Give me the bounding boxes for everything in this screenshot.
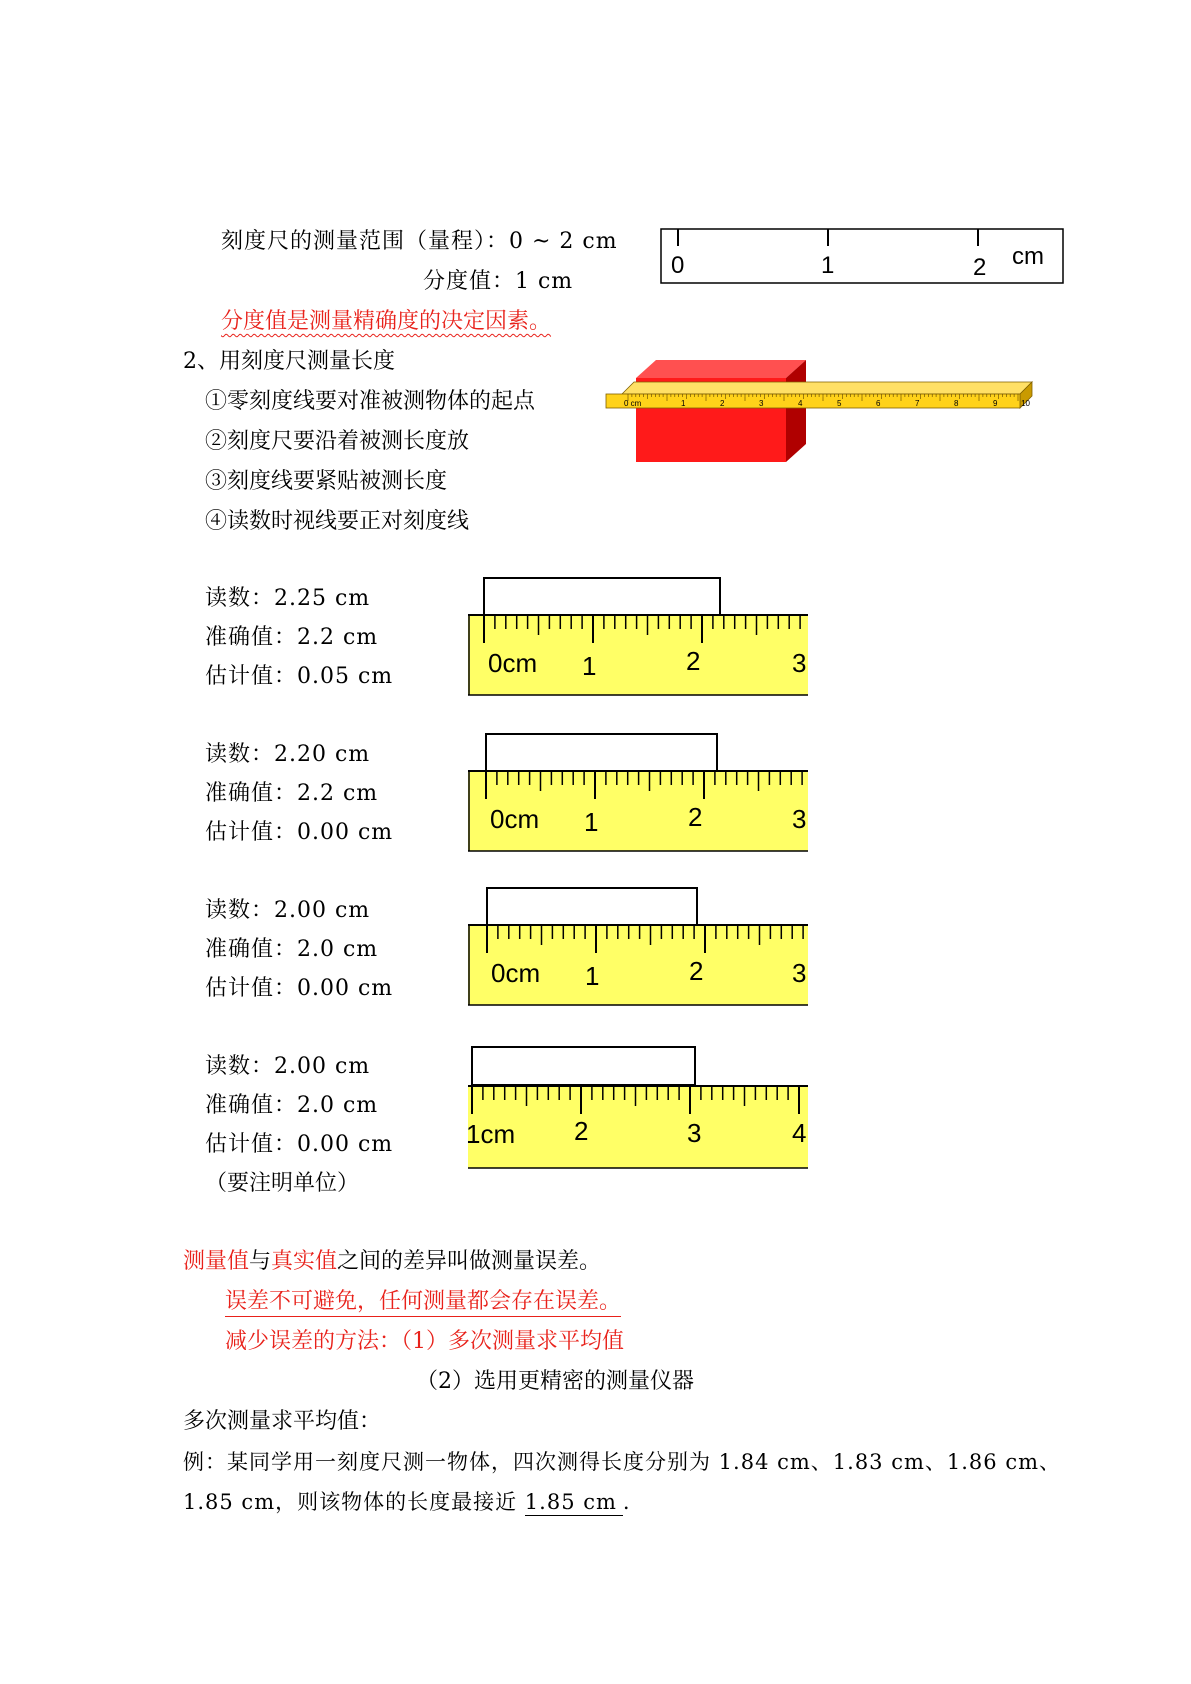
error-definition-text: 之间的差异叫做测量误差。	[337, 1249, 602, 1274]
range-ruler-label: 0	[671, 252, 685, 279]
usage-rule: ④读数时视线要正对刻度线	[205, 509, 470, 534]
example-estimated-value: 估计值：0.00 cm	[205, 976, 394, 1001]
example-accurate-value: 准确值：2.2 cm	[205, 625, 379, 650]
ruler-label: 1	[585, 961, 600, 991]
ruler-label: 1cm	[466, 1119, 516, 1149]
ruler-label: 0cm	[491, 958, 541, 988]
range-ruler-label: 1	[821, 252, 835, 279]
example-accurate-value: 准确值：2.2 cm	[205, 781, 379, 806]
unit-reminder-note: （要注明单位）	[205, 1171, 360, 1196]
ruler-label: 0cm	[488, 648, 538, 678]
ruler-3d-label: 5	[837, 399, 842, 408]
error-unavoidable	[225, 1288, 621, 1316]
ruler-label: 1	[584, 807, 599, 837]
measured-object-block	[472, 1047, 695, 1085]
reduce-error-method-1: 减少误差的方法：（1）多次测量求平均值	[225, 1329, 624, 1354]
example-estimated-value: 估计值：0.00 cm	[205, 1132, 394, 1157]
range-ruler-label: 2	[973, 254, 987, 281]
ruler-label: 3	[792, 804, 807, 834]
example-problem-text: 1.85 cm，则该物体的长度最接近	[183, 1490, 525, 1514]
usage-rule: ③刻度线要紧贴被测长度	[205, 469, 448, 494]
ruler-label: 3	[687, 1118, 702, 1148]
usage-rule: ①零刻度线要对准被测物体的起点	[205, 389, 536, 414]
division-value-line: 分度值：1 cm	[423, 269, 574, 294]
ruler-label: 1	[582, 651, 597, 681]
ruler-3d-label: 8	[954, 399, 959, 408]
ruler-body	[468, 1086, 808, 1168]
error-unavoidable-text: 误差不可避免，任何测量都会存在误差。	[225, 1289, 621, 1317]
ruler-label: 4	[792, 1118, 807, 1148]
ruler-3d-label: 1	[681, 399, 686, 408]
error-definition-text: 与	[249, 1249, 272, 1274]
range-line: 刻度尺的测量范围（量程）：0 ~ 2 cm	[221, 229, 618, 254]
ruler-3d-label: 2	[720, 399, 725, 408]
ruler-label: 0cm	[490, 804, 540, 834]
true-value-term: 真实值	[271, 1249, 338, 1274]
ruler-label: 2	[686, 646, 701, 676]
ruler-3d-label: 7	[915, 399, 920, 408]
ruler-3d-label: 4	[798, 399, 803, 408]
ruler-label: 2	[574, 1116, 589, 1146]
example-problem-line-2	[183, 1488, 631, 1516]
ruler-3d-label: 3	[759, 399, 764, 408]
error-definition	[183, 1248, 601, 1276]
example-reading: 读数：2.20 cm	[205, 742, 371, 767]
ruler-label: 2	[688, 802, 703, 832]
average-heading: 多次测量求平均值：	[183, 1409, 382, 1434]
example-problem-text: .	[622, 1490, 631, 1514]
ruler-3d-label: 10	[1021, 399, 1030, 408]
ruler-3d-label: 0 cm	[624, 399, 642, 408]
division-value-note-text: 分度值是测量精确度的决定因素。	[221, 309, 552, 334]
reduce-error-method-2: （2）选用更精密的测量仪器	[416, 1369, 694, 1394]
example-estimated-value: 估计值：0.05 cm	[205, 664, 394, 689]
usage-heading: 2、用刻度尺测量长度	[183, 349, 395, 374]
ruler-3d-label: 6	[876, 399, 881, 408]
ruler-label: 3	[792, 958, 807, 988]
usage-rule: ②刻度尺要沿着被测长度放	[205, 429, 470, 454]
measured-value-term: 测量值	[183, 1249, 250, 1274]
example-accurate-value: 准确值：2.0 cm	[205, 937, 379, 962]
ruler-label: 2	[689, 956, 704, 986]
example-problem-line-1: 例：某同学用一刻度尺测一物体，四次测得长度分别为 1.84 cm、1.83 cm、1.86 cm、	[183, 1450, 1061, 1474]
example-ruler-figure	[0, 0, 820, 1175]
example-estimated-value: 估计值：0.00 cm	[205, 820, 394, 845]
ruler-label: 3	[792, 648, 807, 678]
range-ruler-unit: cm	[1012, 243, 1044, 270]
example-accurate-value: 准确值：2.0 cm	[205, 1093, 379, 1118]
example-reading: 读数：2.25 cm	[205, 586, 371, 611]
example-reading: 读数：2.00 cm	[205, 1054, 371, 1079]
example-reading: 读数：2.00 cm	[205, 898, 371, 923]
ruler-3d-label: 9	[993, 399, 998, 408]
example-answer: 1.85 cm	[525, 1490, 623, 1516]
